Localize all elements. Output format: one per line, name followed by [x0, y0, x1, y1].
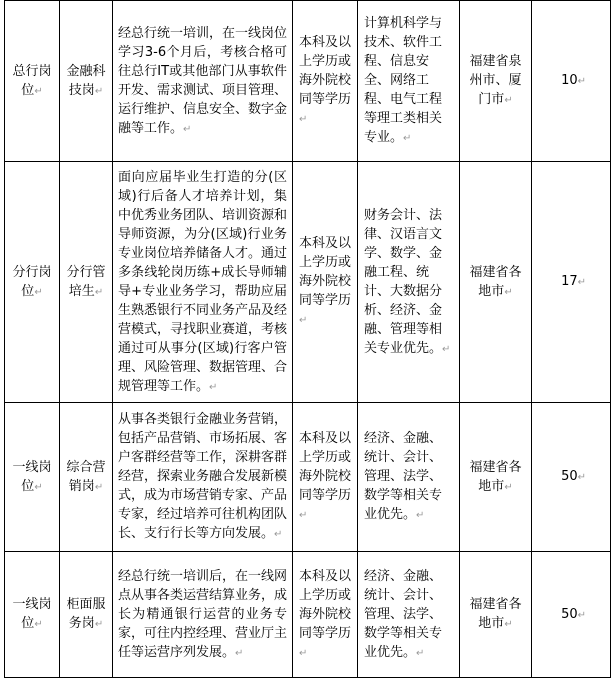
description-cell: 从事各类银行金融业务营销，包括产品营销、市场拓展、客户客群经营等工作，深耕客群经营，探索业务融合发展新模式，成为市场营销专家、产品专家，经过培养可往机构团队长、支行行长等方向发展。↵ [113, 403, 293, 552]
major-cell: 财务会计、法律、汉语言文学、数学、金融工程、统计、大数据分析、经济、金融、管理等相关专业优先。↵ [358, 162, 460, 403]
major-cell: 经济、金融、统计、会计、管理、法学、数学等相关专业优先。↵ [358, 552, 460, 678]
major-cell: 经济、金融、统计、会计、管理、法学、数学等相关专业优先。↵ [358, 403, 460, 552]
category-cell: 一线岗位↵ [5, 552, 60, 678]
description-cell: 面向应届毕业生打造的分(区域)行后备人才培养计划，集中优秀业务团队、培训资源和导师资源，为分(区域)行业务专业岗位培养储备人才。通过多条线轮岗历练+成长导师辅导+专业业务学习，帮助应届生熟悉银行不同业务产品及经营模式，寻找职业赛道，考核通过可从事分(区域)行客户管理、风险管理、数据管理、合规管理等工作。↵ [113, 162, 293, 403]
location-cell: 福建省各地市↵ [460, 162, 532, 403]
description-cell: 经总行统一培训，在一线岗位学习3-6个月后，考核合格可往总行IT或其他部门从事软件开发、需求测试、项目管理、运行维护、信息安全、数字金融等工作。↵ [113, 1, 293, 162]
position-cell: 柜面服务岗↵ [60, 552, 113, 678]
position-cell: 分行管培生↵ [60, 162, 113, 403]
table-row [5, 162, 611, 403]
count-cell: 50↵ [532, 552, 611, 678]
location-cell: 福建省泉州市、厦门市↵ [460, 1, 532, 162]
table-row [5, 1, 611, 162]
category-cell: 一线岗位↵ [5, 403, 60, 552]
count-cell: 17↵ [532, 162, 611, 403]
position-cell: 金融科技岗↵ [60, 1, 113, 162]
education-cell: 本科及以上学历或海外院校同等学历↵ [293, 552, 358, 678]
category-cell: 分行岗位↵ [5, 162, 60, 403]
major-cell: 计算机科学与技术、软件工程、信息安全、网络工程、电气工程等理工类相关专业。↵ [358, 1, 460, 162]
education-cell: 本科及以上学历或海外院校同等学历↵ [293, 403, 358, 552]
table-row [5, 403, 611, 552]
description-cell: 经总行统一培训后，在一线网点从事各类运营结算业务，成长为精通银行运营的业务专家，可往内控经理、营业厅主任等运营序列发展。↵ [113, 552, 293, 678]
education-cell: 本科及以上学历或海外院校同等学历↵ [293, 1, 358, 162]
count-cell: 10↵ [532, 1, 611, 162]
education-cell: 本科及以上学历或海外院校同等学历↵ [293, 162, 358, 403]
location-cell: 福建省各地市↵ [460, 552, 532, 678]
category-cell: 总行岗位↵ [5, 1, 60, 162]
count-cell: 50↵ [532, 403, 611, 552]
table-row [5, 552, 611, 678]
location-cell: 福建省各地市↵ [460, 403, 532, 552]
position-cell: 综合营销岗↵ [60, 403, 113, 552]
recruitment-table [4, 0, 611, 678]
